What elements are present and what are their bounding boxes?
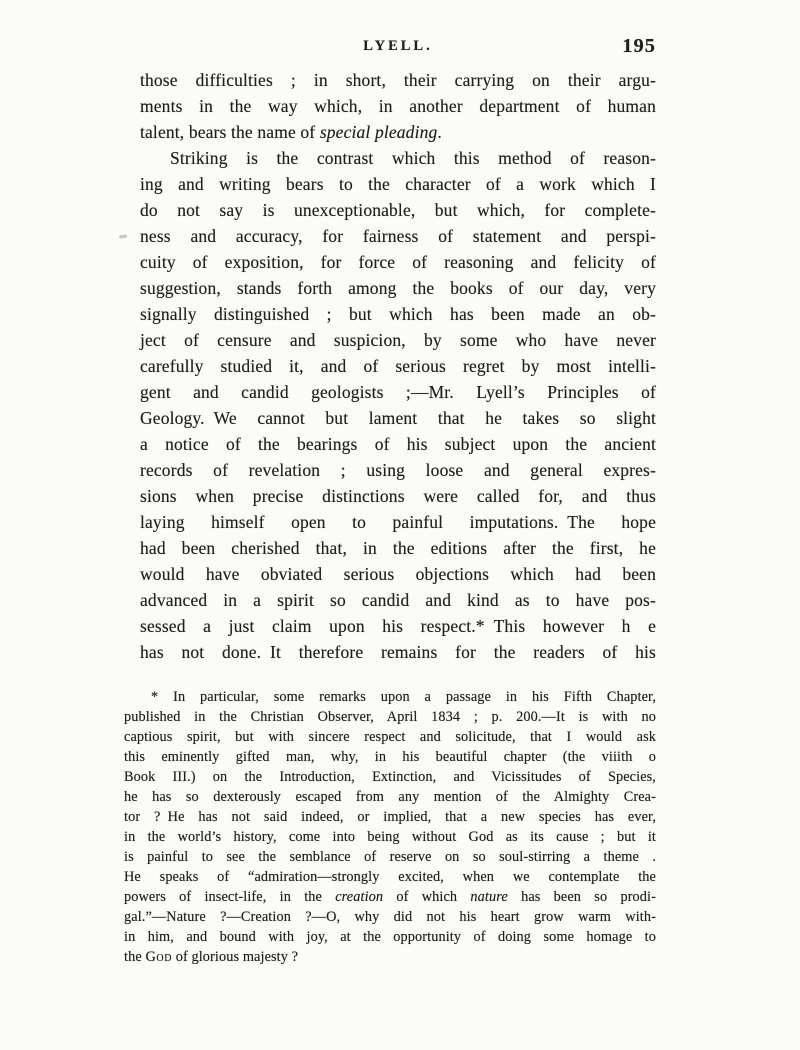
text-line [124,707,656,727]
text-line [124,947,656,967]
text-segment: talent, bears the name of [140,122,320,142]
text-segment: signally distinguished ; but which has been made an ob- [140,304,656,324]
text-line [140,639,656,665]
body-text [140,67,656,665]
italic-text: creation [335,889,384,905]
text-segment: in him, and bound with joy, at the opportunity of doing some homage to [124,929,656,945]
text-line [124,747,656,767]
running-title: LYELL. [363,38,433,54]
text-segment: of glorious majesty ? [172,949,299,965]
small-caps-text: God [145,949,173,965]
text-line [140,457,656,483]
text-segment: had been cherished that, in the editions after the first, he [140,538,656,558]
text-segment: gent and candid geologists ;—Mr. Lyell’s Principles of [140,382,656,402]
text-line [140,535,656,561]
text-segment: advanced in a spirit so candid and kind as to have pos- [140,590,656,610]
italic-text: special pleading [319,122,438,142]
text-segment: ject of censure and suspicion, by some who have never [140,330,656,350]
text-line [140,145,656,171]
text-segment: Geology. We cannot but lament that he takes so slight [140,408,656,428]
text-segment: suggestion, stands forth among the books of our day, very [140,278,656,298]
text-segment: published in the Christian Observer, April 1834 ; p. 200.—It is with no [124,709,656,725]
text-segment: those difficulties ; in short, their carrying on their argu- [140,70,656,90]
text-segment: tor ? He has not said indeed, or implied, that a new species has ever, [124,809,656,825]
text-segment: in the world’s history, come into being without God as its cause ; but it [124,829,656,845]
text-segment: would have obviated serious objections which had been [140,564,656,584]
text-line [140,483,656,509]
text-segment: he has so dexterously escaped from any mention of the Almighty Crea- [124,789,656,805]
text-line [140,223,656,249]
text-segment: powers of insect-life, in the [124,889,336,905]
text-line [124,807,656,827]
text-line [124,847,656,867]
text-line [140,119,656,145]
text-line [124,787,656,807]
text-line [140,275,656,301]
text-line [140,171,656,197]
text-line [124,927,656,947]
text-line [124,887,656,907]
text-segment: carefully studied it, and of serious regret by most intelli- [140,356,656,376]
text-segment: sions when precise distinctions were called for, and thus [140,486,656,506]
text-segment: of which [383,889,471,905]
text-segment: cuity of exposition, for force of reasoning and felicity of [140,252,656,272]
text-segment: a notice of the bearings of his subject upon the ancient [140,434,656,454]
text-segment: sessed a just claim upon his respect.* This however h e [140,616,656,636]
text-line [124,727,656,747]
text-segment: laying himself open to painful imputations. The hope [140,512,656,532]
text-line [140,613,656,639]
footnote [124,687,656,967]
text-segment: He speaks of “admiration—strongly excited, when we contemplate the [124,869,656,885]
scan-artifact [119,234,127,238]
text-line [140,301,656,327]
text-segment: has been so prodi- [507,889,656,905]
text-segment: ments in the way which, in another department of human [140,96,656,116]
text-segment: ness and accuracy, for fairness of statement and perspi- [140,226,656,246]
text-line [140,587,656,613]
text-line [140,405,656,431]
text-segment: do not say is unexceptionable, but which, for complete- [140,200,656,220]
text-line [140,67,656,93]
page-number: 195 [622,35,656,57]
text-line [124,867,656,887]
text-segment: * In particular, some remarks upon a passage in his Fifth Chapter, [151,689,656,705]
text-segment: . [437,122,442,142]
italic-text: nature [470,889,508,905]
text-line [140,93,656,119]
text-line [140,431,656,457]
text-segment: captious spirit, but with sincere respect and solicitude, that I would ask [124,729,656,745]
text-line [140,249,656,275]
text-line [140,327,656,353]
text-line [140,353,656,379]
text-segment: gal.”—Nature ?—Creation ?—O, why did not his heart grow warm with- [124,909,656,925]
text-segment: has not done. It therefore remains for the readers of his [140,642,656,662]
text-line [140,379,656,405]
text-line [140,509,656,535]
text-segment: Book III.) on the Introduction, Extinction, and Vicissitudes of Species, [124,769,656,785]
text-line [124,767,656,787]
text-line [124,827,656,847]
text-line [140,197,656,223]
text-segment: ing and writing bears to the character of a work which I [140,174,656,194]
text-segment: Striking is the contrast which this method of reason- [170,148,656,168]
text-segment: is painful to see the semblance of reserve on so soul-stirring a theme . [124,849,656,865]
text-segment: the [124,949,146,965]
text-segment: this eminently gifted man, why, in his beautiful chapter (the viiith o [124,749,656,765]
text-segment: records of revelation ; using loose and general expres- [140,460,656,480]
text-line [124,907,656,927]
text-line [140,561,656,587]
text-line [124,687,656,707]
